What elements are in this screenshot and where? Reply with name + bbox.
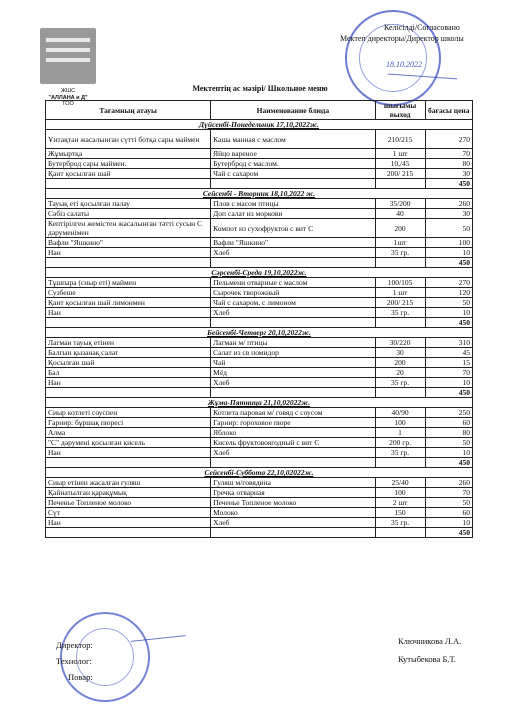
table-row: [46, 219, 473, 238]
dish-output: 25/40: [375, 478, 425, 488]
dish-name-ru: Хлеб: [211, 518, 375, 528]
day-total: 450: [425, 528, 472, 538]
dish-output: 40/90: [375, 408, 425, 418]
dish-price: 310: [425, 338, 472, 348]
logo-line1: ЖШС: [60, 88, 76, 94]
header-output: шығымы выход: [375, 101, 425, 120]
table-row: [46, 498, 473, 508]
logo-line2: "АЛЛАНА и Д": [48, 94, 88, 101]
day-title: Дүйсенбі-Понедельник 17,10,2022ж.: [46, 120, 473, 130]
dish-price: 70: [425, 488, 472, 498]
dish-name-ru: Салат из св помидор: [211, 348, 375, 358]
dish-name-ru: Кисель фруктовоягодный с вит С: [211, 438, 375, 448]
dish-price: 50: [425, 438, 472, 448]
dish-name-ru: Гречка отварная: [211, 488, 375, 498]
company-logo: [40, 28, 96, 84]
table-row: [46, 378, 473, 388]
total-empty: [46, 318, 211, 328]
dish-output: 200/ 215: [375, 169, 425, 179]
table-row: [46, 288, 473, 298]
dish-name-ru: Чай с сахаром: [211, 169, 375, 179]
dish-name-kz: Ұнтақтан жасалынған сүтті ботқа сары маймен: [46, 130, 211, 149]
table-row: [46, 298, 473, 308]
dish-price: 30: [425, 209, 472, 219]
dish-output: 100: [375, 488, 425, 498]
dish-name-kz: Алма: [46, 428, 211, 438]
dish-price: 50: [425, 498, 472, 508]
day-total: 450: [425, 318, 472, 328]
menu-table: [45, 100, 473, 538]
logo-line3: ТОО: [62, 101, 74, 107]
total-empty: [375, 179, 425, 189]
total-empty: [46, 528, 211, 538]
total-empty: [211, 528, 375, 538]
table-row: [46, 408, 473, 418]
dish-price: 80: [425, 428, 472, 438]
day-header-row: [46, 268, 473, 278]
dish-price: 100: [425, 238, 472, 248]
header-row: [46, 101, 473, 120]
dish-name-ru: Яйцо вареное: [211, 149, 375, 159]
director-signature: [129, 621, 185, 642]
dish-name-kz: Нан: [46, 518, 211, 528]
dish-price: 30: [425, 169, 472, 179]
dish-price: 250: [425, 408, 472, 418]
table-row: [46, 248, 473, 258]
total-empty: [375, 458, 425, 468]
dish-price: 120: [425, 288, 472, 298]
header-price: бағасы цена: [425, 101, 472, 120]
total-row: [46, 318, 473, 328]
day-total: 450: [425, 458, 472, 468]
dish-price: 50: [425, 298, 472, 308]
dish-name-kz: Сәбіз салаты: [46, 209, 211, 219]
dish-name-kz: Бал: [46, 368, 211, 378]
dish-name-kz: Печенье Топленое молоко: [46, 498, 211, 508]
dish-name-kz: Жұмыртқа: [46, 149, 211, 159]
dish-name-kz: Кептірілген жемістен жасалынған тәтті сусын С дәруменімен: [46, 219, 211, 238]
dish-name-kz: Нан: [46, 308, 211, 318]
table-row: [46, 238, 473, 248]
day-total: 450: [425, 179, 472, 189]
table-row: [46, 448, 473, 458]
logo-emblem: [40, 28, 96, 84]
dish-name-ru: Компот из сухофруктов с вит С: [211, 219, 375, 238]
dish-price: 260: [425, 478, 472, 488]
dish-price: 50: [425, 219, 472, 238]
footer-name-technolog: Кутыбекова Б.Т.: [398, 654, 456, 664]
day-header-row: [46, 120, 473, 130]
dish-price: 60: [425, 508, 472, 518]
dish-output: 40: [375, 209, 425, 219]
dish-name-kz: Тұшпара (сиыр еті) маймен: [46, 278, 211, 288]
total-empty: [211, 318, 375, 328]
total-empty: [46, 388, 211, 398]
dish-output: 2 шт: [375, 498, 425, 508]
day-header-row: [46, 468, 473, 478]
dish-name-kz: Қант қосылған шай лимонмен: [46, 298, 211, 308]
table-row: [46, 518, 473, 528]
dish-price: 45: [425, 348, 472, 358]
dish-price: 10: [425, 518, 472, 528]
dish-output: 1 шт: [375, 149, 425, 159]
table-row: [46, 159, 473, 169]
dish-output: 35 гр.: [375, 248, 425, 258]
dish-output: 35 гр.: [375, 308, 425, 318]
dish-name-ru: Пельмени отварные с маслом: [211, 278, 375, 288]
total-row: [46, 528, 473, 538]
dish-output: 1 шт: [375, 288, 425, 298]
dish-name-kz: Сүт: [46, 508, 211, 518]
dish-name-ru: Бутерброд с маслом.: [211, 159, 375, 169]
dish-name-ru: Печенье Топленое молоко: [211, 498, 375, 508]
dish-output: 35/200: [375, 199, 425, 209]
approval-director: Мектеп директоры/Директор школы: [340, 34, 464, 43]
dish-name-kz: Балғын қызанақ салат: [46, 348, 211, 358]
dish-name-ru: Молоко: [211, 508, 375, 518]
total-row: [46, 388, 473, 398]
table-row: [46, 199, 473, 209]
dish-name-ru: Хлеб: [211, 448, 375, 458]
dish-output: 100: [375, 418, 425, 428]
dish-name-ru: Гарнир: гороховое пюре: [211, 418, 375, 428]
dish-output: 150: [375, 508, 425, 518]
total-empty: [211, 179, 375, 189]
table-row: [46, 428, 473, 438]
dish-name-kz: Лагман тауық етінен: [46, 338, 211, 348]
dish-name-kz: Сузбеше: [46, 288, 211, 298]
dish-price: 15: [425, 358, 472, 368]
page-title: Мектептің ас мәзірі/ Школьное меню: [192, 84, 328, 93]
total-empty: [46, 258, 211, 268]
total-row: [46, 458, 473, 468]
dish-price: 260: [425, 199, 472, 209]
dish-output: 30: [375, 348, 425, 358]
dish-name-kz: Гарнир: бұршақ пюресі: [46, 418, 211, 428]
dish-name-kz: Қосылған шай: [46, 358, 211, 368]
dish-name-kz: Бутерброд сары маймен.: [46, 159, 211, 169]
dish-output: 200: [375, 358, 425, 368]
day-header-row: [46, 189, 473, 199]
day-title: Жұма-Пятница 21,10,02022ж.: [46, 398, 473, 408]
dish-price: 70: [425, 368, 472, 378]
approval-agreed: Келісілді/Согласовано: [384, 23, 460, 32]
dish-output: 10,/45: [375, 159, 425, 169]
header-name-ru: Наименование блюда: [211, 101, 375, 120]
dish-name-kz: Сиыр етінен жасалған гуляш: [46, 478, 211, 488]
dish-name-kz: Нан: [46, 448, 211, 458]
day-title: Сейсенбі-Суббота 22,10,02022ж.: [46, 468, 473, 478]
dish-price: 270: [425, 278, 472, 288]
dish-output: 35 гр.: [375, 378, 425, 388]
table-row: [46, 368, 473, 378]
dish-output: 1: [375, 428, 425, 438]
total-empty: [375, 528, 425, 538]
dish-output: 200/ 215: [375, 298, 425, 308]
table-row: [46, 338, 473, 348]
dish-name-ru: Вафли "Яшкино": [211, 238, 375, 248]
day-header-row: [46, 328, 473, 338]
total-empty: [375, 388, 425, 398]
dish-name-ru: Плов с масом птицы: [211, 199, 375, 209]
table-row: [46, 130, 473, 149]
dish-name-ru: Чай: [211, 358, 375, 368]
dish-output: 200 гр.: [375, 438, 425, 448]
dish-name-ru: Лагман м/ птицы: [211, 338, 375, 348]
dish-price: 10: [425, 308, 472, 318]
footer-director-label: Директор:: [56, 640, 93, 650]
dish-name-ru: Котлета паровая м/ говяд с соусом: [211, 408, 375, 418]
table-row: [46, 358, 473, 368]
dish-name-kz: Вафли "Яшкино": [46, 238, 211, 248]
dish-name-ru: Хлеб: [211, 378, 375, 388]
table-row: [46, 149, 473, 159]
total-empty: [211, 388, 375, 398]
dish-price: 10: [425, 448, 472, 458]
dish-output: 200: [375, 219, 425, 238]
dish-name-ru: Хлеб: [211, 308, 375, 318]
day-title: Сейсенбі - Вторник 18,10,2022 ж.: [46, 189, 473, 199]
dish-output: 1шт: [375, 238, 425, 248]
dish-name-ru: Хлеб: [211, 248, 375, 258]
dish-name-kz: Қайнатылған қарақұмық: [46, 488, 211, 498]
day-title: Бейсенбі-Четверг 20,10,2022ж.: [46, 328, 473, 338]
total-empty: [211, 458, 375, 468]
total-empty: [375, 258, 425, 268]
footer-technolog-label: Технолог:: [56, 656, 92, 666]
total-row: [46, 179, 473, 189]
day-total: 450: [425, 258, 472, 268]
approval-block: [340, 22, 500, 44]
table-row: [46, 348, 473, 358]
dish-price: 80: [425, 159, 472, 169]
dish-name-ru: Чай с сахаром, с лимоном: [211, 298, 375, 308]
table-row: [46, 478, 473, 488]
dish-price: 60: [425, 418, 472, 428]
footer-cook-label: Повар:: [68, 672, 93, 682]
dish-output: 35 гр.: [375, 448, 425, 458]
dish-output: 20: [375, 368, 425, 378]
dish-price: 270: [425, 130, 472, 149]
total-empty: [375, 318, 425, 328]
dish-name-ru: Каша манная с маслом: [211, 130, 375, 149]
dish-name-kz: Нан: [46, 378, 211, 388]
table-row: [46, 278, 473, 288]
total-empty: [211, 258, 375, 268]
dish-name-ru: Доп салат из моркови: [211, 209, 375, 219]
dish-price: 70: [425, 149, 472, 159]
dish-name-kz: "С" дәрумені қосылған кисель: [46, 438, 211, 448]
total-row: [46, 258, 473, 268]
header-name-kz: Тағамның атауы: [46, 101, 211, 120]
table-row: [46, 308, 473, 318]
dish-name-kz: Нан: [46, 248, 211, 258]
dish-name-kz: Тауық еті қосылған палау: [46, 199, 211, 209]
total-empty: [46, 458, 211, 468]
dish-name-kz: Сиыр котлеті соуспен: [46, 408, 211, 418]
day-total: 450: [425, 388, 472, 398]
dish-name-kz: Қант қосылған шай: [46, 169, 211, 179]
dish-name-ru: Гуляш м/говядина: [211, 478, 375, 488]
dish-price: 10: [425, 378, 472, 388]
dish-output: 100/105: [375, 278, 425, 288]
table-row: [46, 209, 473, 219]
total-empty: [46, 179, 211, 189]
table-row: [46, 169, 473, 179]
dish-name-ru: Сырочек творожный: [211, 288, 375, 298]
approval-date: 18.10.2022: [386, 60, 422, 69]
dish-output: 210/215: [375, 130, 425, 149]
table-row: [46, 508, 473, 518]
table-row: [46, 418, 473, 428]
dish-output: 35 гр.: [375, 518, 425, 528]
dish-price: 10: [425, 248, 472, 258]
dish-output: 30/220: [375, 338, 425, 348]
day-header-row: [46, 398, 473, 408]
table-row: [46, 488, 473, 498]
dish-name-ru: Мёд: [211, 368, 375, 378]
day-title: Сәрсенбі-Среда 19,10,2022ж.: [46, 268, 473, 278]
table-row: [46, 438, 473, 448]
footer-name-director: Ключникова Л.А.: [398, 636, 462, 646]
dish-name-ru: Яблоко: [211, 428, 375, 438]
